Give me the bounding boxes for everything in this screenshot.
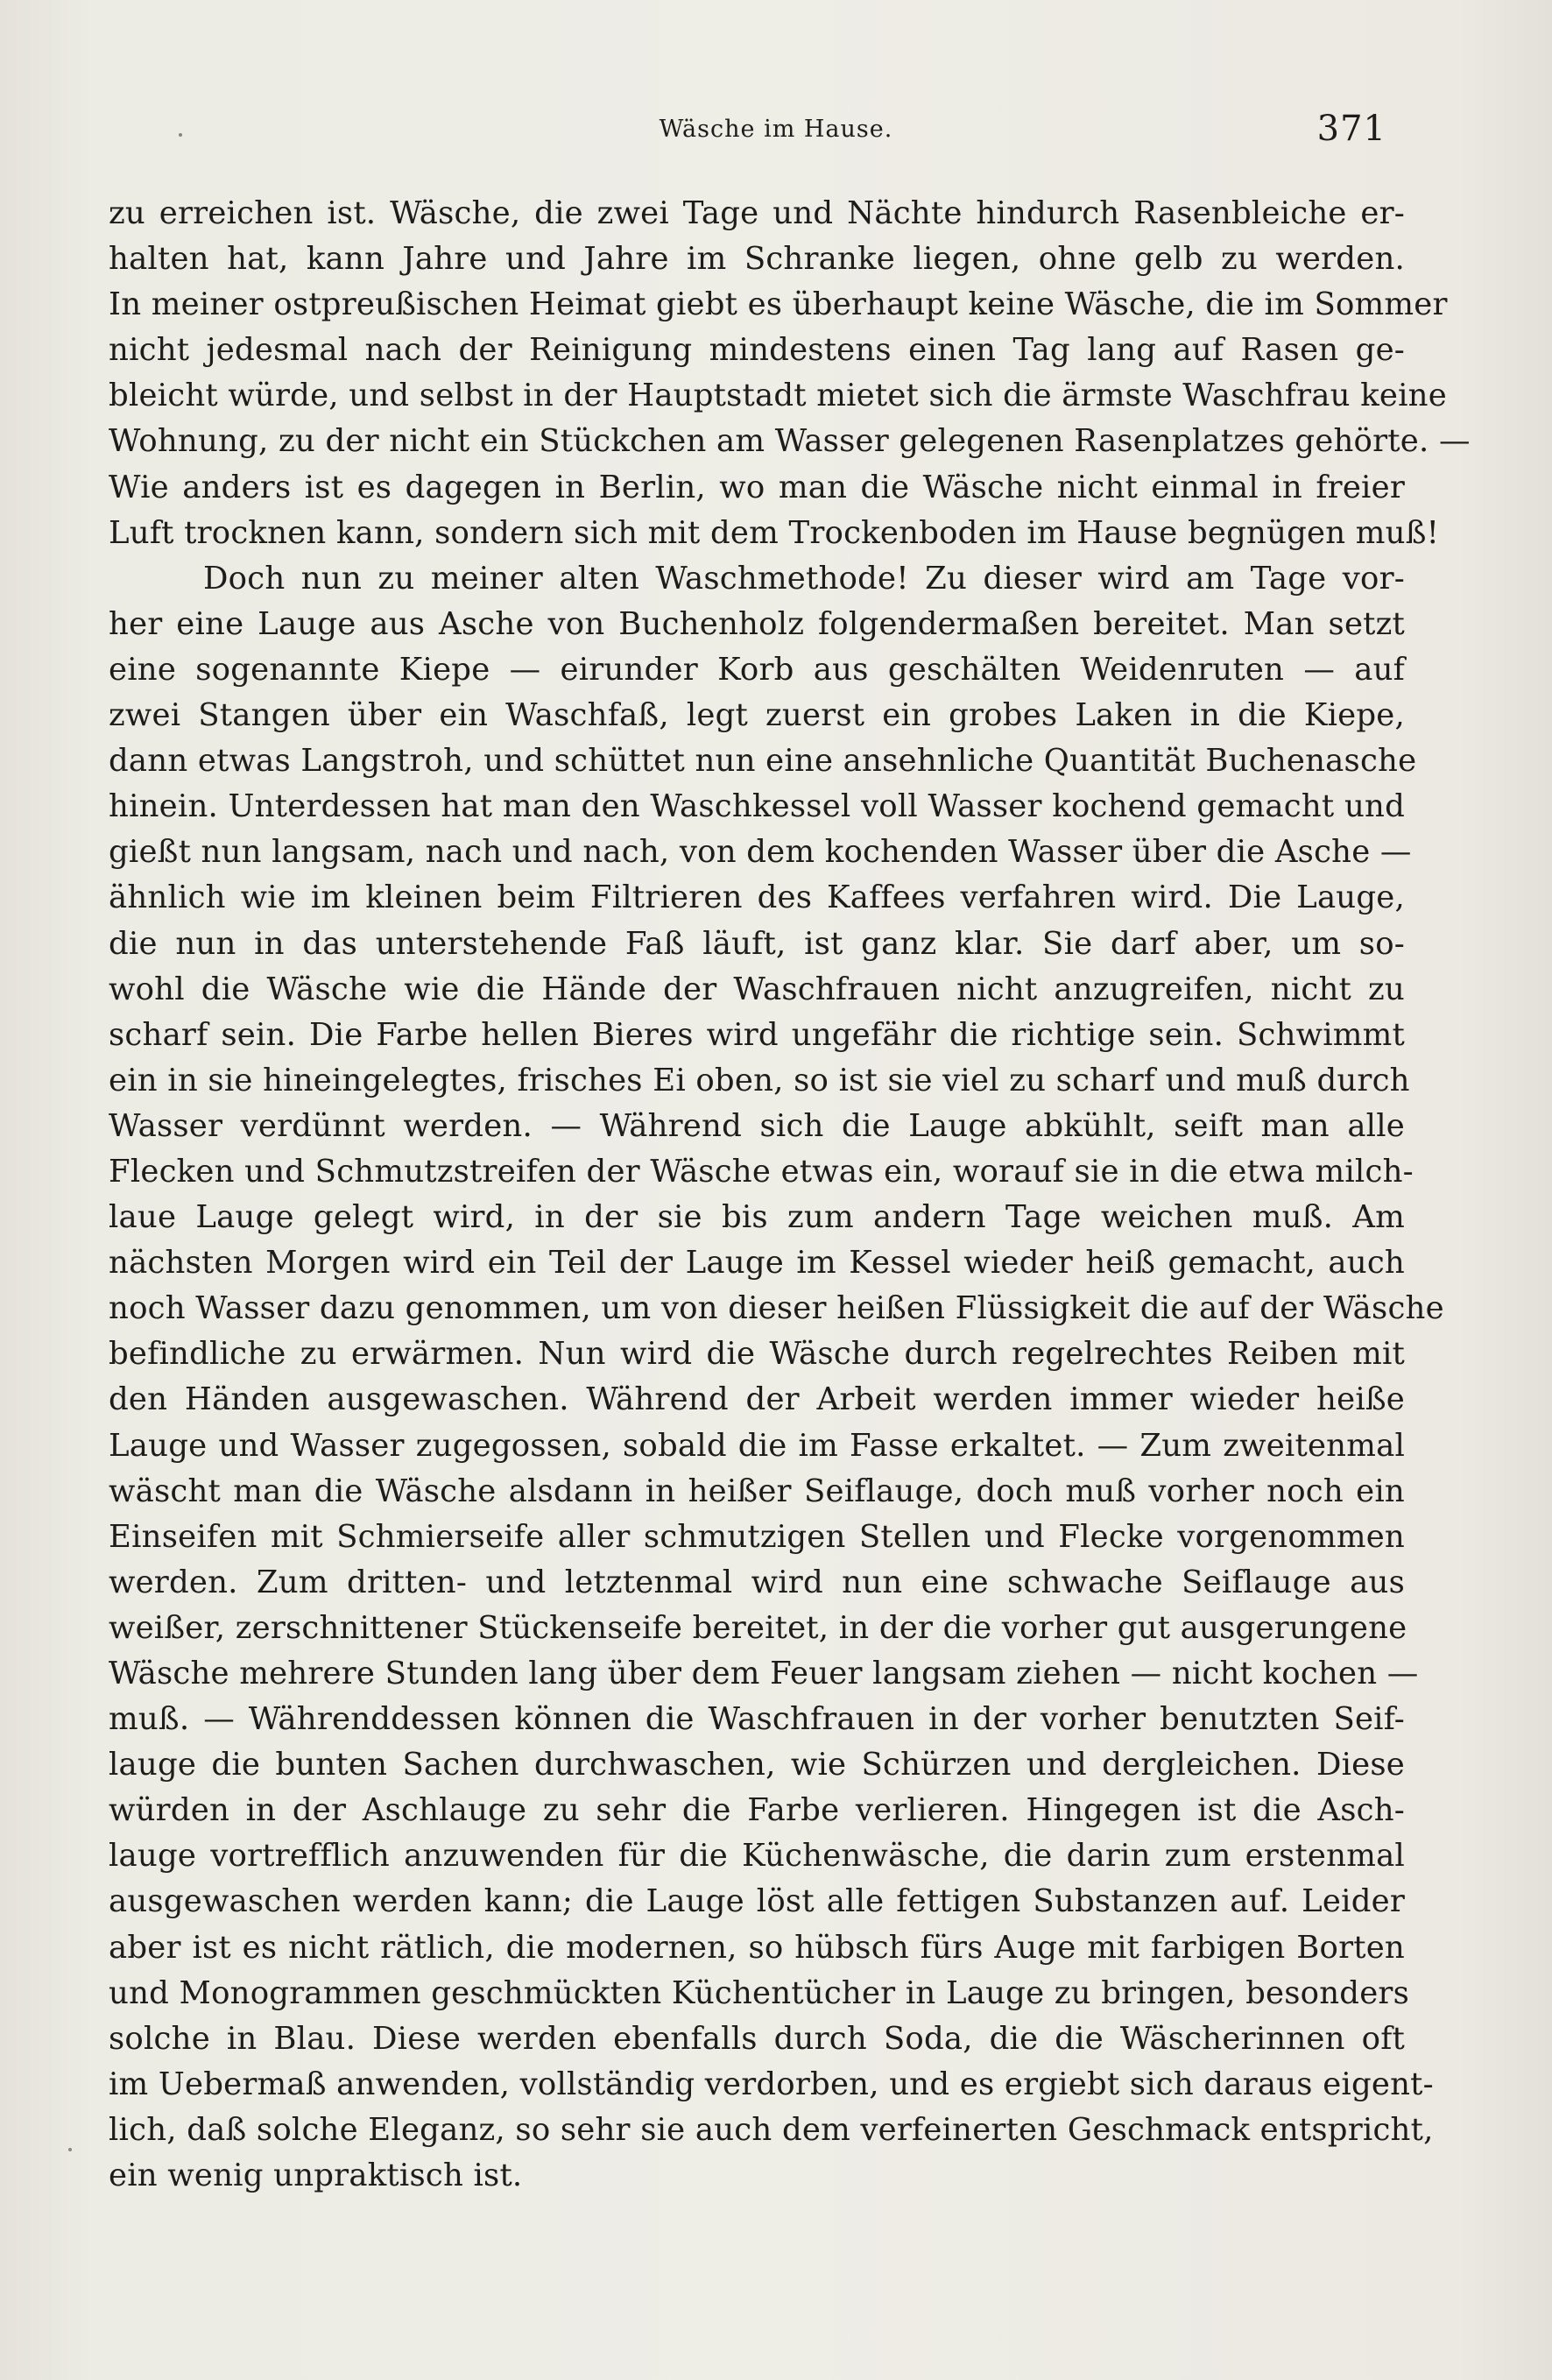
text-line: nicht jedesmal nach der Reinigung mindestens einen Tag lang auf Rasen ge-	[109, 332, 1405, 369]
text-line: die nun in das unterstehende Faß läuft, ist ganz klar. Sie darf aber, um so-	[109, 925, 1405, 962]
text-line: Wie anders ist es dagegen in Berlin, wo man die Wäsche nicht einmal in freier	[109, 469, 1405, 505]
text-line: Wäsche mehrere Stunden lang über dem Feuer langsam ziehen — nicht kochen —	[109, 1656, 1419, 1691]
print-speck	[68, 2148, 72, 2151]
text-line: den Händen ausgewaschen. Während der Arbeit werden immer wieder heiße	[109, 1381, 1405, 1418]
text-line: dann etwas Langstroh, und schüttet nun eine ansehnliche Quantität Buchenasche	[109, 743, 1417, 780]
text-line: lauge die bunten Sachen durchwaschen, wie Schürzen und dergleichen. Diese	[109, 1747, 1405, 1783]
text-line: ein in sie hineingelegtes, frisches Ei oben, so ist sie viel zu scharf und muß durch	[109, 1062, 1410, 1098]
text-line: Lauge und Wasser zugegossen, sobald die im Fasse erkaltet. — Zum zweitenmal	[109, 1427, 1405, 1464]
text-line: Wohnung, zu der nicht ein Stückchen am Wasser gelegenen Rasenplatzes gehörte. —	[109, 423, 1471, 460]
body-text	[109, 191, 1471, 2199]
text-line: nächsten Morgen wird ein Teil der Lauge im Kessel wieder heiß gemacht, auch	[109, 1245, 1405, 1282]
text-line: im Uebermaß anwenden, vollständig verdorben, und es ergiebt sich daraus eigent-	[109, 2066, 1434, 2102]
text-line: solche in Blau. Diese werden ebenfalls durch Soda, die die Wäscherinnen oft	[109, 2020, 1405, 2057]
text-line: muß. — Währenddessen können die Waschfrauen in der vorher benutzten Seif-	[109, 1701, 1405, 1738]
text-line: Einseifen mit Schmierseife aller schmutzigen Stellen und Flecke vorgenommen	[109, 1518, 1405, 1555]
running-title: Wäsche im Hause.	[659, 116, 893, 143]
text-line: wäscht man die Wäsche alsdann in heißer Seiflauge, doch muß vorher noch ein	[109, 1472, 1405, 1509]
text-line: gießt nun langsam, nach und nach, von dem kochenden Wasser über die Asche —	[109, 834, 1412, 871]
text-line: eine sogenannte Kiepe — eirunder Korb aus geschälten Weidenruten — auf	[109, 651, 1405, 688]
text-line: würden in der Aschlauge zu sehr die Farbe verlieren. Hingegen ist die Asch-	[109, 1792, 1405, 1829]
text-line: und Monogrammen geschmückten Küchentücher in Lauge zu bringen, besonders	[109, 1974, 1409, 2011]
text-line: laue Lauge gelegt wird, in der sie bis zum andern Tage weichen muß. Am	[109, 1199, 1405, 1236]
text-line: halten hat, kann Jahre und Jahre im Schranke liegen, ohne gelb zu werden.	[109, 241, 1405, 278]
page-number: 371	[1316, 109, 1386, 149]
text-line: zu erreichen ist. Wäsche, die zwei Tage und Nächte hindurch Rasenbleiche er-	[109, 195, 1405, 231]
text-line: In meiner ostpreußischen Heimat giebt es überhaupt keine Wäsche, die im Sommer	[109, 286, 1448, 323]
text-line: werden. Zum dritten- und letztenmal wird nun eine schwache Seiflauge aus	[109, 1564, 1405, 1600]
text-line: aber ist es nicht rätlich, die modernen, so hübsch fürs Auge mit farbigen Borten	[109, 1929, 1405, 1966]
text-line: ähnlich wie im kleinen beim Filtrieren des Kaffees verfahren wird. Die Lauge,	[109, 879, 1405, 916]
text-line: scharf sein. Die Farbe hellen Bieres wird ungefähr die richtige sein. Schwimmt	[109, 1016, 1405, 1053]
text-line: lauge vortrefflich anzuwenden für die Küchenwäsche, die darin zum erstenmal	[109, 1838, 1405, 1875]
text-line: Flecken und Schmutzstreifen der Wäsche etwas ein, worauf sie in die etwa milch-	[109, 1153, 1414, 1190]
text-line: weißer, zerschnittener Stückenseife bereitet, in der die vorher gut ausgerungene	[109, 1609, 1407, 1646]
text-line: her eine Lauge aus Asche von Buchenholz folgendermaßen bereitet. Man setzt	[109, 605, 1405, 642]
text-line: lich, daß solche Eleganz, so sehr sie auch dem verfeinerten Geschmack entspricht,	[109, 2111, 1434, 2148]
running-head	[0, 109, 1552, 151]
text-line: zwei Stangen über ein Waschfaß, legt zuerst ein grobes Laken in die Kiepe,	[109, 697, 1405, 734]
text-line: Wasser verdünnt werden. — Während sich die Lauge abkühlt, seift man alle	[109, 1107, 1405, 1144]
text-line: ausgewaschen werden kann; die Lauge löst alle fettigen Substanzen auf. Leider	[109, 1883, 1405, 1920]
paragraph-start-line: Doch nun zu meiner alten Waschmethode! Zu dieser wird am Tage vor-	[203, 560, 1405, 597]
text-line: bleicht würde, und selbst in der Hauptstadt mietet sich die ärmste Waschfrau keine	[109, 378, 1447, 414]
text-line: noch Wasser dazu genommen, um von dieser heißen Flüssigkeit die auf der Wäsche	[109, 1290, 1444, 1327]
text-line: befindliche zu erwärmen. Nun wird die Wäsche durch regelrechtes Reiben mit	[109, 1336, 1405, 1373]
text-line: wohl die Wäsche wie die Hände der Waschfrauen nicht anzugreifen, nicht zu	[109, 971, 1405, 1007]
text-line: Luft trocknen kann, sondern sich mit dem Trockenboden im Hause begnügen muß!	[109, 514, 1440, 551]
text-line: ein wenig unpraktisch ist.	[109, 2158, 523, 2194]
text-line: hinein. Unterdessen hat man den Waschkessel voll Wasser kochend gemacht und	[109, 788, 1405, 825]
